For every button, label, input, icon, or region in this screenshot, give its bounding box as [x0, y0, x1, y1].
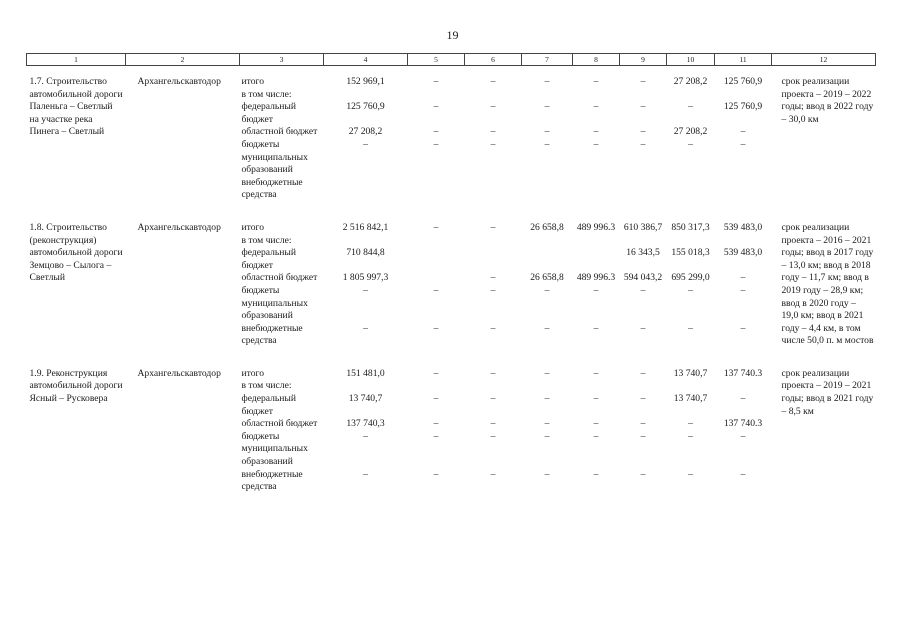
- row-label: федеральный бюджет: [241, 101, 297, 125]
- cell-value: 27 208,2: [673, 76, 708, 87]
- cell-value: 539 483,0: [723, 221, 763, 233]
- cell-value: 695 299,0: [671, 272, 710, 284]
- cell-value: –: [363, 138, 368, 150]
- cell-value: [522, 89, 573, 102]
- row-label: областной бюджет: [241, 418, 318, 430]
- column-header: 9: [620, 54, 667, 66]
- row-label: внебюджетные средства: [241, 176, 303, 201]
- project-block: [27, 66, 876, 202]
- cell-value: –: [433, 367, 439, 379]
- cell-value: –: [544, 367, 550, 379]
- cell-value: [408, 380, 465, 393]
- cell-value: 26 658,8: [530, 221, 564, 233]
- project-block: [27, 202, 876, 348]
- cell-value: [573, 380, 620, 393]
- cell-value: [667, 235, 715, 248]
- cell-value: 125 760,9: [346, 101, 385, 113]
- cell-value: –: [544, 393, 550, 405]
- cell-value: [715, 235, 772, 248]
- cell-value: –: [490, 284, 496, 296]
- cell-value: –: [544, 418, 550, 430]
- cell-value: –: [433, 101, 439, 113]
- cell-value: –: [363, 468, 368, 480]
- table-row: [27, 76, 876, 89]
- cell-value: –: [593, 138, 599, 150]
- column-header: 10: [667, 54, 715, 66]
- cell-value: –: [363, 284, 368, 296]
- cell-value: 594 043,2: [623, 272, 663, 284]
- cell-value: [324, 235, 408, 248]
- cell-value: –: [433, 284, 439, 296]
- cell-value: –: [688, 322, 693, 334]
- cell-value: 26 658,8: [530, 272, 564, 284]
- project-note: срок реализации проекта – 2019 – 2022 годы; ввод в 2022 году – 30,0 км: [781, 76, 874, 125]
- cell-value: –: [363, 430, 368, 442]
- column-header: 8: [573, 54, 620, 66]
- project-note: срок реализации проекта – 2016 – 2021 годы; ввод в 2017 году – 13,0 км; ввод в 2018 году – 11,7 км; ввод в 2019 году – 28,9 км; ввод в 2020 году – 19,0 км; ввод в 2021 году – 4,4 км, в том числе 50,0 п. м мостов: [781, 221, 874, 347]
- cell-value: 137 740.3: [723, 418, 763, 430]
- cell-value: –: [688, 430, 693, 442]
- cell-value: –: [433, 126, 439, 138]
- cell-value: –: [544, 138, 550, 150]
- cell-value: –: [490, 221, 496, 233]
- cell-value: [465, 177, 522, 202]
- cell-value: [522, 235, 573, 248]
- cell-value: –: [433, 138, 439, 150]
- cell-value: –: [490, 468, 496, 480]
- column-header: 4: [324, 54, 408, 66]
- cell-value: –: [740, 322, 746, 334]
- column-header: 5: [408, 54, 465, 66]
- cell-value: [465, 247, 522, 272]
- row-label: бюджеты муниципальных образований: [241, 138, 308, 176]
- cell-value: –: [490, 393, 496, 405]
- cell-value: –: [688, 138, 693, 150]
- cell-value: –: [688, 418, 693, 430]
- cell-value: [522, 380, 573, 393]
- cell-value: –: [490, 101, 496, 113]
- cell-value: –: [740, 138, 746, 150]
- cell-value: 610 386,7: [623, 221, 663, 233]
- cell-value: 16 343,5: [626, 247, 660, 259]
- cell-value: 13 740,7: [673, 393, 708, 405]
- cell-value: –: [593, 284, 599, 296]
- cell-value: –: [640, 322, 646, 334]
- cell-value: [408, 247, 465, 272]
- cell-value: 489 996.3: [576, 272, 616, 284]
- cell-value: [465, 380, 522, 393]
- cell-value: 27 208,2: [348, 126, 383, 138]
- cell-value: –: [544, 430, 550, 442]
- cell-value: –: [593, 430, 599, 442]
- cell-value: –: [740, 393, 746, 405]
- column-header: 2: [126, 54, 240, 66]
- project-name: 1.8. Строительство (реконструкция) автомобильной дороги Земцово – Сылога – Светлый: [29, 221, 123, 284]
- cell-value: –: [490, 126, 496, 138]
- row-label: федеральный бюджет: [241, 393, 297, 417]
- column-header: 11: [715, 54, 772, 66]
- cell-value: [620, 89, 667, 102]
- column-header: 1: [27, 54, 126, 66]
- cell-value: –: [433, 322, 439, 334]
- cell-value: –: [640, 138, 646, 150]
- column-header: 3: [240, 54, 324, 66]
- cell-value: [522, 247, 573, 272]
- cell-value: [573, 89, 620, 102]
- cell-value: [715, 177, 772, 202]
- cell-value: –: [640, 418, 646, 430]
- cell-value: [324, 380, 408, 393]
- cell-value: [408, 177, 465, 202]
- project-note: срок реализации проекта – 2019 – 2021 годы; ввод в 2021 году – 8,5 км: [781, 367, 874, 417]
- cell-value: –: [640, 284, 646, 296]
- column-header: 6: [465, 54, 522, 66]
- cell-value: –: [593, 393, 599, 405]
- customer-name: Архангельскавтодор: [137, 221, 221, 233]
- program-table: [26, 53, 876, 494]
- cell-value: –: [640, 367, 646, 379]
- row-label: бюджеты муниципальных образований: [241, 430, 308, 468]
- cell-value: –: [740, 430, 746, 442]
- cell-value: –: [544, 284, 550, 296]
- cell-value: [620, 380, 667, 393]
- cell-value: –: [544, 468, 550, 480]
- cell-value: –: [593, 418, 599, 430]
- cell-value: [465, 89, 522, 102]
- row-label: областной бюджет: [241, 272, 318, 284]
- cell-value: –: [688, 101, 693, 113]
- cell-value: [573, 235, 620, 248]
- cell-value: –: [544, 101, 550, 113]
- cell-value: –: [688, 284, 693, 296]
- project-name: 1.7. Строительство автомобильной дороги Паленьга – Светлый на участке река Пинега – Светлый: [29, 76, 123, 138]
- cell-value: –: [640, 468, 646, 480]
- cell-value: –: [490, 322, 496, 334]
- cell-value: [408, 89, 465, 102]
- cell-value: 13 740,7: [348, 393, 383, 405]
- page-number: 19: [446, 28, 459, 42]
- cell-value: –: [433, 418, 439, 430]
- row-label: федеральный бюджет: [241, 247, 297, 271]
- project-name: 1.9. Реконструкция автомобильной дороги Ясный – Русковера: [29, 367, 123, 405]
- cell-value: –: [433, 430, 439, 442]
- cell-value: 155 018,3: [671, 247, 710, 259]
- row-label: в том числе:: [241, 88, 292, 100]
- cell-value: [715, 380, 772, 393]
- cell-value: 137 740.3: [723, 367, 763, 379]
- cell-value: 125 760,9: [723, 76, 763, 87]
- cell-value: –: [490, 76, 496, 87]
- cell-value: [667, 380, 715, 393]
- cell-value: 151 481,0: [346, 367, 385, 379]
- cell-value: –: [490, 418, 496, 430]
- cell-value: [667, 177, 715, 202]
- row-label: итого: [241, 221, 264, 233]
- cell-value: [465, 235, 522, 248]
- cell-value: –: [640, 101, 646, 113]
- cell-value: [573, 247, 620, 272]
- cell-value: –: [544, 76, 550, 87]
- cell-value: –: [640, 76, 646, 87]
- cell-value: 489 996.3: [576, 221, 616, 233]
- cell-value: 710 844,8: [346, 247, 385, 259]
- cell-value: 27 208,2: [673, 126, 708, 138]
- cell-value: –: [363, 322, 368, 334]
- cell-value: –: [640, 393, 646, 405]
- cell-value: –: [433, 76, 439, 87]
- cell-value: –: [490, 138, 496, 150]
- table-row: [27, 368, 876, 381]
- row-label: внебюджетные средства: [241, 468, 303, 493]
- row-label: в том числе:: [241, 380, 292, 392]
- cell-value: 13 740,7: [673, 367, 708, 379]
- column-header: 12: [772, 54, 876, 66]
- table-row: [27, 222, 876, 235]
- cell-value: [324, 89, 408, 102]
- customer-name: Архангельскавтодор: [137, 76, 221, 87]
- cell-value: –: [490, 367, 496, 379]
- cell-value: 2 516 842,1: [342, 221, 389, 233]
- cell-value: –: [433, 221, 439, 233]
- cell-value: –: [593, 101, 599, 113]
- cell-value: –: [740, 126, 746, 138]
- cell-value: –: [593, 322, 599, 334]
- cell-value: –: [740, 284, 746, 296]
- cell-value: [408, 272, 465, 285]
- cell-value: 125 760,9: [723, 101, 763, 113]
- cell-value: [324, 177, 408, 202]
- column-header: 7: [522, 54, 573, 66]
- cell-value: [522, 177, 573, 202]
- cell-value: –: [544, 126, 550, 138]
- customer-name: Архангельскавтодор: [137, 367, 221, 379]
- cell-value: –: [640, 126, 646, 138]
- cell-value: [573, 177, 620, 202]
- cell-value: –: [593, 468, 599, 480]
- cell-value: 850 317,3: [671, 221, 710, 233]
- cell-value: 152 969,1: [346, 76, 385, 87]
- project-block: [27, 348, 876, 494]
- cell-value: –: [740, 468, 746, 480]
- row-label: областной бюджет: [241, 126, 318, 138]
- cell-value: 1 805 997,3: [342, 272, 389, 284]
- cell-value: 137 740,3: [346, 418, 385, 430]
- row-label: итого: [241, 76, 264, 87]
- row-label: бюджеты муниципальных образований: [241, 284, 308, 322]
- cell-value: [667, 89, 715, 102]
- cell-value: –: [544, 322, 550, 334]
- cell-value: –: [593, 367, 599, 379]
- cell-value: [408, 235, 465, 248]
- cell-value: –: [593, 76, 599, 87]
- cell-value: [620, 235, 667, 248]
- row-label: в том числе:: [241, 234, 292, 246]
- cell-value: –: [740, 272, 746, 284]
- cell-value: –: [688, 468, 693, 480]
- row-label: внебюджетные средства: [241, 322, 303, 347]
- cell-value: [620, 177, 667, 202]
- cell-value: –: [640, 430, 646, 442]
- cell-value: –: [490, 430, 496, 442]
- cell-value: –: [593, 126, 599, 138]
- cell-value: –: [433, 468, 439, 480]
- cell-value: –: [433, 393, 439, 405]
- column-header-row: [27, 54, 876, 66]
- row-label: итого: [241, 367, 264, 379]
- cell-value: [715, 89, 772, 102]
- cell-value: 539 483,0: [723, 247, 763, 259]
- cell-value: –: [490, 272, 496, 284]
